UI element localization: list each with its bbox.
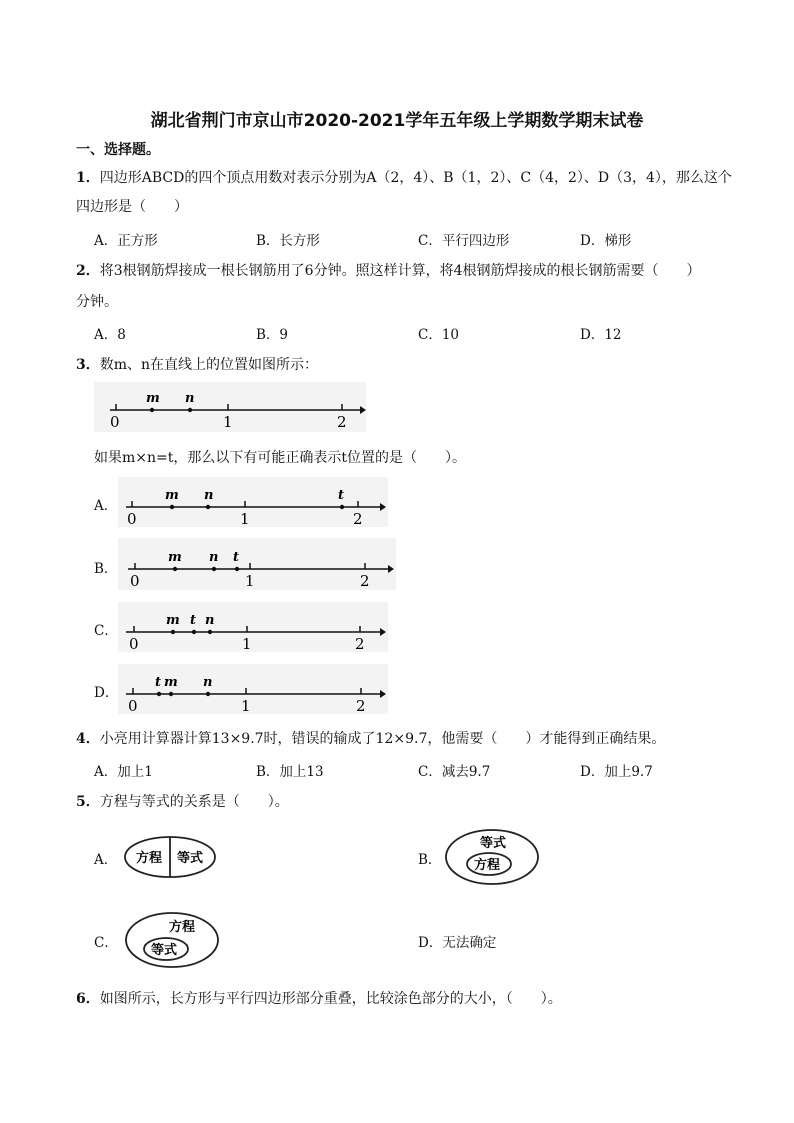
question-text: 方程与等式的关系是（ ）。 <box>99 794 289 810</box>
label-inner: 等式 <box>151 943 178 958</box>
option-a[interactable]: A．8 <box>94 327 126 343</box>
question-2 <box>76 260 700 280</box>
question-5 <box>76 791 289 811</box>
option-d[interactable]: D． <box>94 685 119 701</box>
option-a[interactable]: A． <box>94 852 118 868</box>
point-m <box>169 692 173 696</box>
option-b[interactable]: B．9 <box>256 327 289 343</box>
label-outer: 方程 <box>169 920 196 935</box>
point-m <box>170 505 174 509</box>
label-t: t <box>190 613 197 628</box>
option-a-venn-figure <box>122 834 218 880</box>
point-m <box>173 567 177 571</box>
point-n <box>208 630 212 634</box>
point-n <box>212 567 216 571</box>
label-n: n <box>203 675 213 690</box>
label-n: n <box>209 550 219 565</box>
option-b-venn-figure <box>442 826 542 888</box>
tick-label-0: 0 <box>128 697 138 714</box>
tick-label-2: 2 <box>356 697 366 714</box>
option-a[interactable]: A． <box>94 498 118 514</box>
label-t: t <box>233 550 240 565</box>
point-m <box>150 408 154 412</box>
label-m: m <box>164 675 178 690</box>
label-n: n <box>185 391 195 406</box>
point-t <box>340 505 344 509</box>
option-c[interactable]: C． <box>94 935 118 951</box>
question-6 <box>76 988 562 1008</box>
label-left: 方程 <box>136 851 163 866</box>
label-n: n <box>205 613 215 628</box>
option-d[interactable]: D．加上9.7 <box>580 764 653 780</box>
point-t <box>157 692 161 696</box>
label-t: t <box>338 488 345 503</box>
question-text-cont: 如果m×n=t，那么以下有可能正确表示t位置的是（ ）。 <box>94 450 467 466</box>
question-text: 如图所示，长方形与平行四边形部分重叠，比较涂色部分的大小，（ ）。 <box>99 991 562 1007</box>
option-c[interactable]: C．10 <box>418 327 460 343</box>
tick-label-0: 0 <box>110 413 120 431</box>
tick-label-1: 1 <box>223 413 233 431</box>
tick-label-2: 2 <box>353 510 363 527</box>
label-outer: 等式 <box>480 836 507 851</box>
option-b[interactable]: B．加上13 <box>256 764 324 780</box>
tick-label-2: 2 <box>355 635 365 652</box>
tick-label-1: 1 <box>245 572 255 590</box>
option-a[interactable]: A．加上1 <box>94 764 153 780</box>
label-m: m <box>165 488 179 503</box>
number-line-figure <box>94 382 366 432</box>
tick-label-1: 1 <box>240 510 250 527</box>
question-number: 4． <box>76 731 100 747</box>
question-text-cont: 四边形是（ ） <box>76 199 188 215</box>
question-3 <box>76 354 318 374</box>
point-t <box>192 630 196 634</box>
tick-label-2: 2 <box>360 572 370 590</box>
label-m: m <box>146 391 160 406</box>
option-c[interactable]: C．平行四边形 <box>418 233 510 249</box>
option-d[interactable]: D．12 <box>580 327 622 343</box>
option-c-number-line <box>118 602 388 652</box>
point-n <box>206 505 210 509</box>
tick-label-1: 1 <box>241 697 251 714</box>
option-b[interactable]: B． <box>94 561 118 577</box>
question-number: 1． <box>76 170 100 186</box>
page-title: 湖北省荆门市京山市2020-2021学年五年级上学期数学期末试卷 <box>150 111 644 131</box>
section-heading: 一、选择题。 <box>76 142 160 158</box>
figure-background <box>118 477 388 527</box>
figure-background <box>118 602 388 652</box>
option-a[interactable]: A．正方形 <box>94 233 158 249</box>
question-4 <box>76 728 665 748</box>
question-text: 小亮用计算器计算13×9.7时，错误的输成了12×9.7，他需要（ ）才能得到正确结果。 <box>99 731 666 747</box>
label-inner: 方程 <box>474 858 501 873</box>
point-t <box>235 567 239 571</box>
question-number: 6． <box>76 991 100 1007</box>
option-b[interactable]: B． <box>418 852 442 868</box>
question-number: 2． <box>76 263 100 279</box>
tick-label-0: 0 <box>130 572 140 590</box>
question-text: 数m、n在直线上的位置如图所示： <box>99 357 319 373</box>
tick-label-1: 1 <box>242 635 252 652</box>
tick-label-2: 2 <box>337 413 347 431</box>
label-t: t <box>155 675 162 690</box>
option-d[interactable]: D．梯形 <box>580 233 632 249</box>
point-n <box>188 408 192 412</box>
point-m <box>171 630 175 634</box>
question-1 <box>76 167 732 187</box>
question-text: 将3根钢筋焊接成一根长钢筋用了6分钟。照这样计算，将4根钢筋焊接成的根长钢筋需要（ ） <box>99 263 701 279</box>
option-a-number-line <box>118 477 388 527</box>
figure-background <box>118 538 396 590</box>
point-n <box>206 692 210 696</box>
question-number: 5． <box>76 794 100 810</box>
option-d-number-line <box>118 664 388 714</box>
label-m: m <box>168 550 182 565</box>
option-c-venn-figure <box>122 909 222 971</box>
question-text: 四边形ABCD的四个顶点用数对表示分别为A（2，4）、B（1，2）、C（4，2）、D（3，4），那么这个 <box>99 170 732 186</box>
option-c[interactable]: C． <box>94 623 118 639</box>
option-b-number-line <box>118 538 396 590</box>
option-b[interactable]: B．长方形 <box>256 233 320 249</box>
option-c[interactable]: C．减去9.7 <box>418 764 491 780</box>
tick-label-0: 0 <box>127 510 137 527</box>
label-n: n <box>204 488 214 503</box>
question-text-cont: 分钟。 <box>76 294 118 310</box>
label-right: 等式 <box>177 851 204 866</box>
option-d[interactable]: D．无法确定 <box>418 935 497 951</box>
question-number: 3． <box>76 357 100 373</box>
tick-label-0: 0 <box>129 635 139 652</box>
label-m: m <box>166 613 180 628</box>
